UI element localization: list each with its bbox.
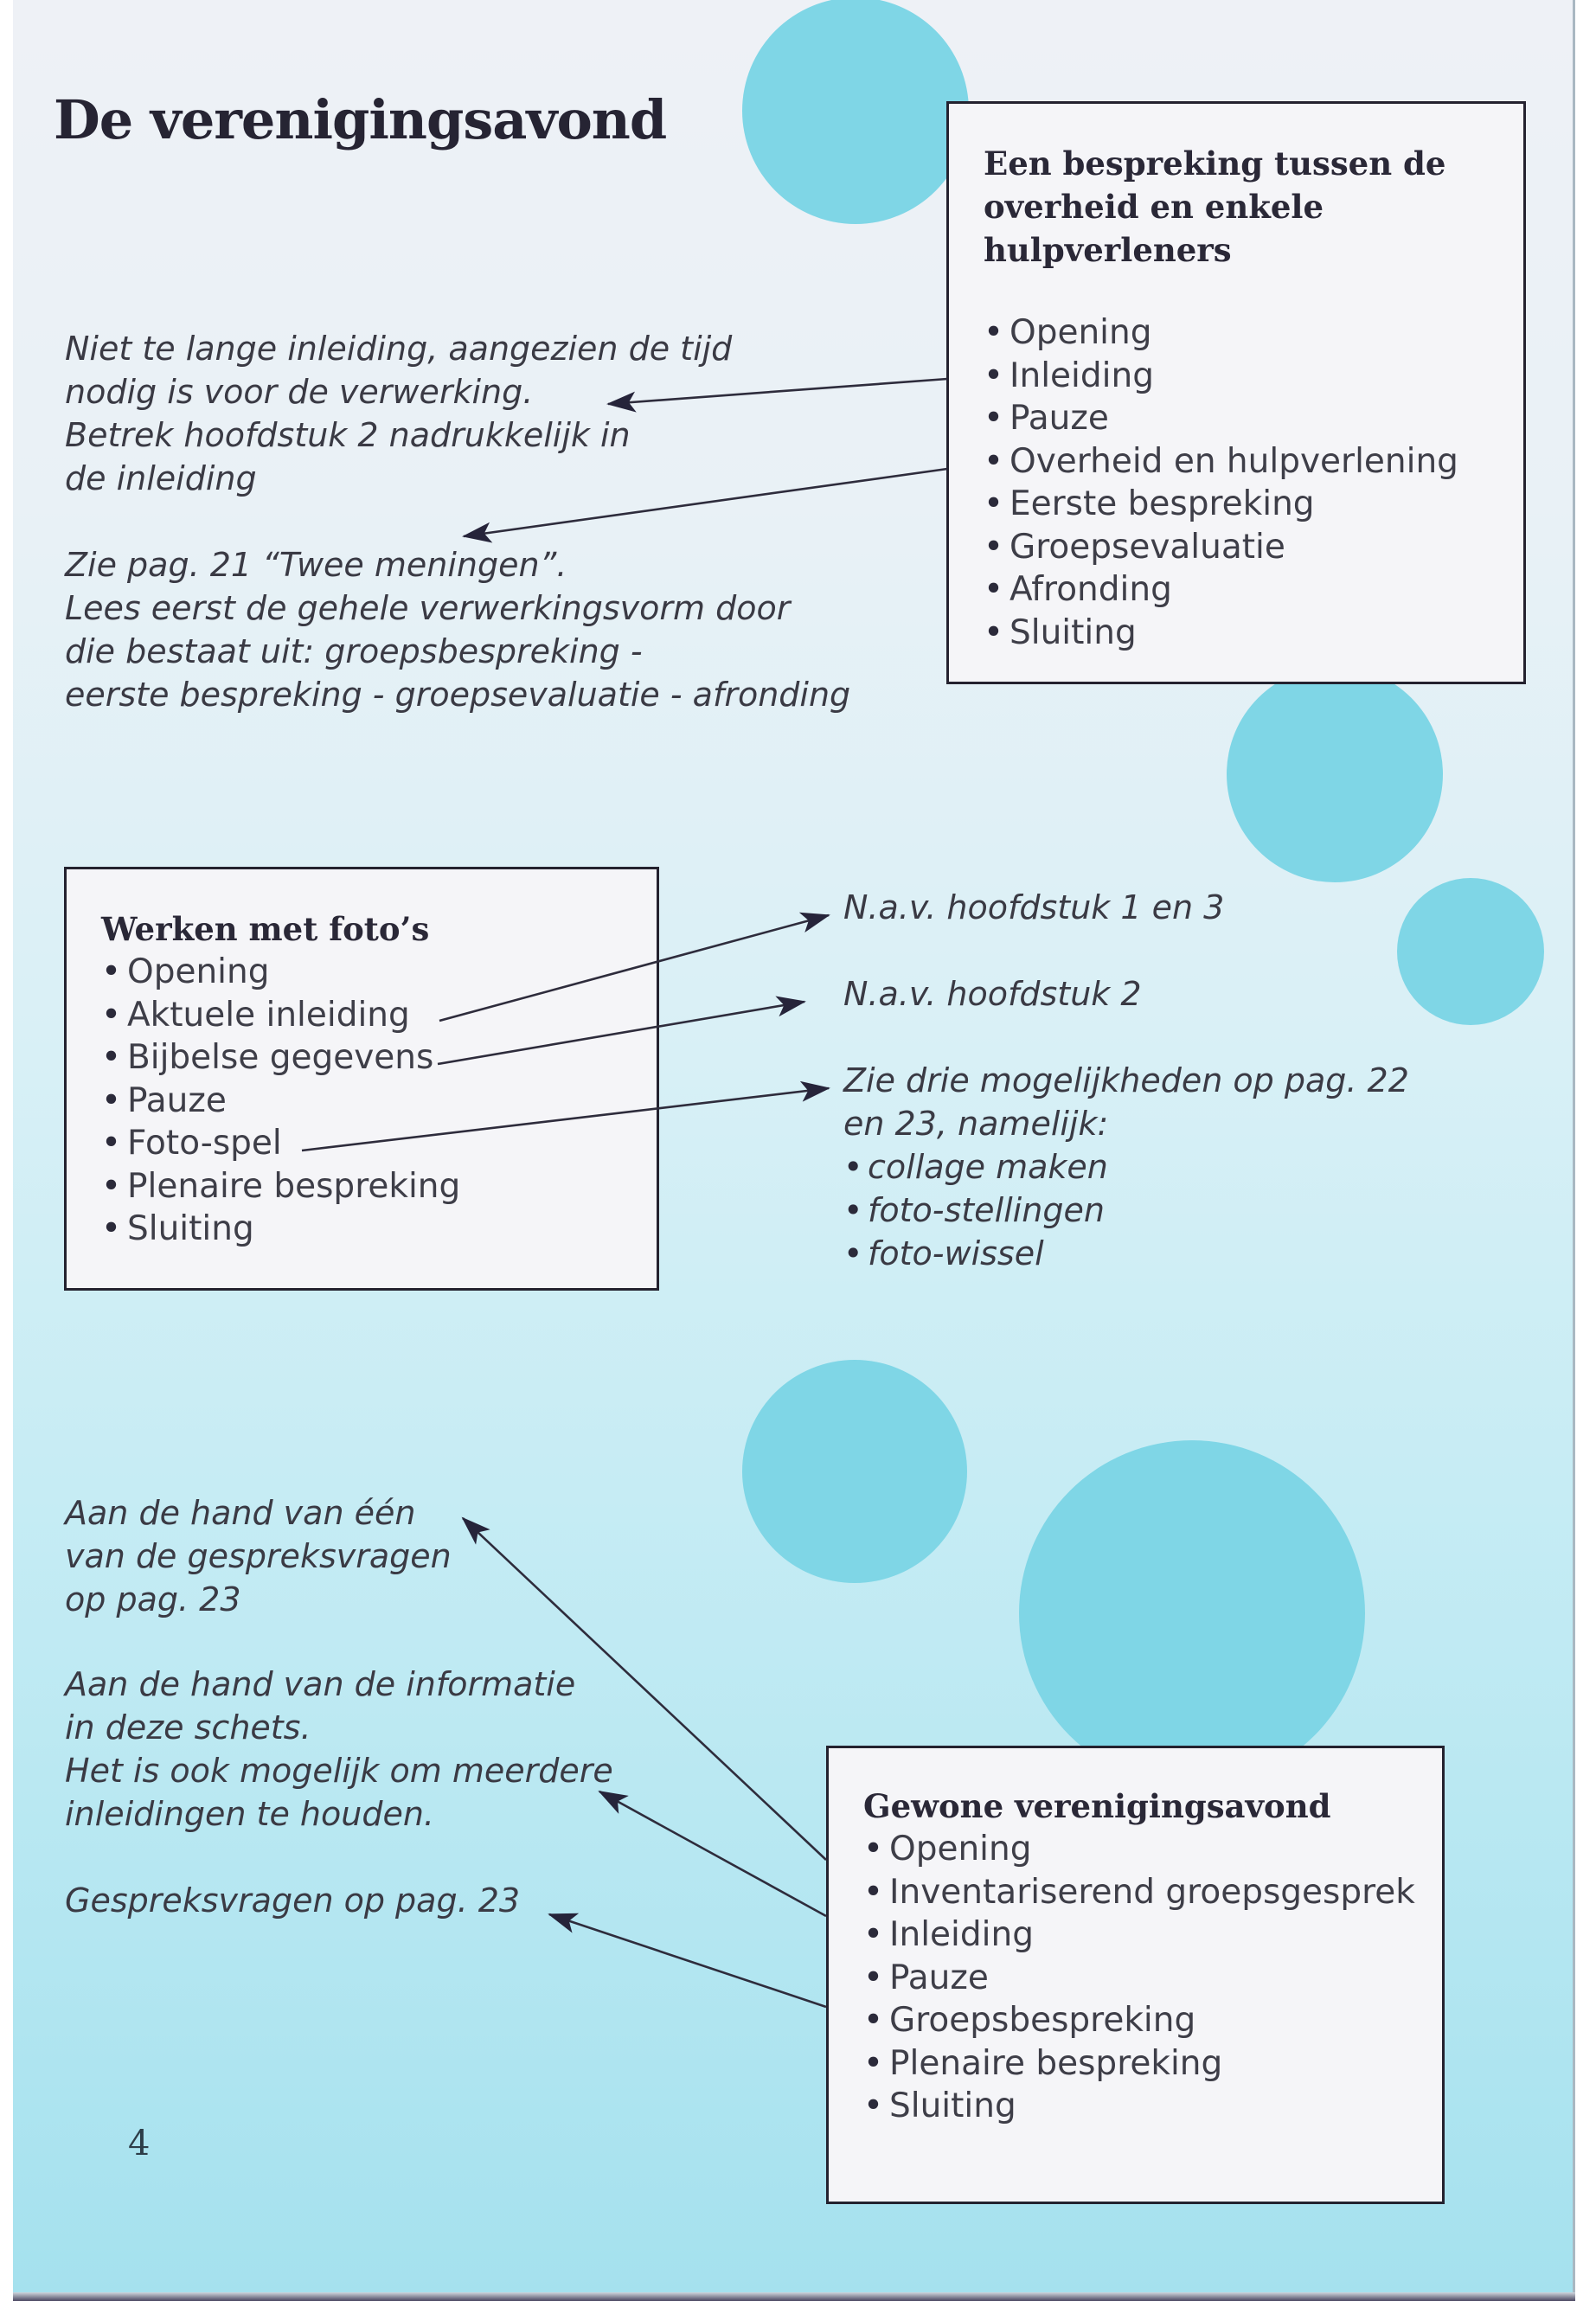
box-heading-line: overheid en enkele: [984, 188, 1324, 226]
list-item: [101, 1122, 657, 1165]
list-item: [863, 2085, 1442, 2128]
list-item-label: Groepsevaluatie: [1010, 527, 1285, 567]
bullet-icon: •: [863, 1872, 884, 1912]
bullet-icon: •: [984, 356, 1004, 395]
note-twee-meningen: [65, 543, 850, 716]
list-item: [984, 311, 1523, 355]
agenda-list: [101, 951, 657, 1251]
list-item-label: Sluiting: [1010, 612, 1137, 652]
list-item-label: Opening: [889, 1830, 1032, 1868]
note-line: Betrek hoofdstuk 2 nadrukkelijk in: [65, 416, 631, 454]
bullet-icon: •: [863, 2086, 884, 2125]
list-item-label: Plenaire bespreking: [889, 2043, 1223, 2083]
note-line: Niet te lange inleiding, aangezien de tijd: [65, 330, 733, 368]
list-item: [863, 1999, 1442, 2042]
note-bullet-item: [843, 1189, 1409, 1232]
list-item: [984, 440, 1523, 484]
note-bullet-label: foto-wissel: [868, 1234, 1044, 1272]
list-item-label: Opening: [1010, 313, 1152, 352]
note-drie-mogelijkheden: [843, 1059, 1409, 1275]
note-bullet-item: [843, 1232, 1409, 1275]
note-line: nodig is voor de verwerking.: [65, 373, 534, 411]
list-item: [863, 1913, 1442, 1957]
bullet-icon: •: [984, 527, 1004, 567]
list-item-label: Pauze: [127, 1080, 227, 1120]
list-item-label: Overheid en hulpverlening: [1010, 441, 1458, 481]
bullet-icon: •: [863, 1958, 884, 1997]
page-bottom-edge: [13, 2292, 1575, 2301]
note-line: in deze schets.: [65, 1708, 311, 1747]
bullet-icon: •: [101, 952, 122, 991]
list-item: [863, 2042, 1442, 2086]
decorative-circle-lower-right: [1019, 1440, 1365, 1786]
bullet-icon: •: [863, 1830, 884, 1868]
bullet-icon: •: [843, 1148, 863, 1186]
note-line: van de gespreksvragen: [65, 1537, 452, 1575]
bullet-icon: •: [984, 399, 1004, 438]
note-hoofdstuk-1-3: N.a.v. hoofdstuk 1 en 3: [843, 888, 1225, 926]
note-line: de inleiding: [65, 459, 257, 497]
list-item-label: Aktuele inleiding: [127, 995, 410, 1035]
note-bullet-item: [843, 1145, 1409, 1189]
list-item-label: Inleiding: [1010, 356, 1154, 395]
list-item-label: Sluiting: [889, 2086, 1016, 2125]
list-item: [101, 1080, 657, 1123]
note-bullet-label: foto-stellingen: [868, 1191, 1105, 1229]
list-item: [101, 1165, 657, 1208]
list-item: [101, 994, 657, 1037]
decorative-circle-lower-left: [742, 1360, 967, 1583]
list-item: [863, 1871, 1442, 1914]
bullet-icon: •: [863, 2043, 884, 2083]
list-item: [984, 397, 1523, 440]
note-line: Zie drie mogelijkheden op pag. 22: [843, 1061, 1409, 1099]
list-item-label: Eerste bespreking: [1010, 484, 1315, 523]
list-item: [101, 1036, 657, 1080]
note-line: Aan de hand van de informatie: [65, 1665, 576, 1703]
box-werken-met-fotos: [64, 867, 659, 1291]
list-item: [863, 1828, 1442, 1871]
box-heading: [984, 142, 1523, 272]
list-item-label: Groepsbespreking: [889, 2001, 1196, 2040]
note-gespreksvragen-een: [65, 1491, 452, 1621]
list-item: [984, 483, 1523, 526]
note-bullet-label: collage maken: [868, 1148, 1108, 1186]
box-heading: Werken met foto’s: [101, 910, 430, 948]
note-line: eerste bespreking - groepsevaluatie - afronding: [65, 676, 851, 714]
note-hoofdstuk-2: N.a.v. hoofdstuk 2: [843, 975, 1142, 1013]
note-line: inleidingen te houden.: [65, 1795, 434, 1833]
list-item: [984, 526, 1523, 569]
list-item-label: Sluiting: [127, 1209, 254, 1248]
decorative-circle-mid-right-small: [1397, 878, 1544, 1025]
bullet-icon: •: [101, 1166, 122, 1206]
page-number: 4: [128, 2124, 151, 2163]
note-line: en 23, namelijk:: [843, 1105, 1109, 1143]
box-gewone-verenigingsavond: [826, 1746, 1445, 2204]
note-line: die bestaat uit: groepsbespreking -: [65, 632, 643, 670]
decorative-circle-top: [742, 0, 969, 224]
list-item-label: Inventariserend groepsgesprek: [889, 1872, 1415, 1912]
list-item: [863, 1957, 1442, 2000]
list-item-label: Pauze: [1010, 399, 1109, 438]
note-line: Lees eerst de gehele verwerkingsvorm door: [65, 589, 791, 627]
list-item: [101, 1208, 657, 1251]
list-item: [984, 568, 1523, 612]
note-line: Zie pag. 21 “Twee meningen”.: [65, 546, 567, 584]
box-heading-line: Een bespreking tussen de: [984, 144, 1446, 183]
bullet-icon: •: [843, 1234, 863, 1272]
bullet-icon: •: [984, 570, 1004, 609]
box-heading: Gewone verenigingsavond: [863, 1787, 1331, 1825]
agenda-list: [984, 311, 1523, 654]
list-item-label: Inleiding: [889, 1915, 1034, 1954]
bullet-icon: •: [863, 1915, 884, 1954]
list-item-label: Bijbelse gegevens: [127, 1038, 434, 1077]
note-line: Het is ook mogelijk om meerdere: [65, 1752, 613, 1790]
list-item: [101, 951, 657, 994]
bullet-icon: •: [101, 1080, 122, 1120]
bullet-icon: •: [984, 441, 1004, 481]
bullet-icon: •: [101, 995, 122, 1035]
bullet-icon: •: [101, 1124, 122, 1163]
list-item-label: Opening: [127, 952, 270, 991]
bullet-icon: •: [984, 313, 1004, 352]
bullet-icon: •: [101, 1038, 122, 1077]
list-item-label: Afronding: [1010, 570, 1172, 609]
note-line: Aan de hand van één: [65, 1494, 416, 1532]
note-informatie-schets: [65, 1663, 613, 1836]
note-gespreksvragen: Gespreksvragen op pag. 23: [65, 1881, 521, 1920]
list-item: [984, 355, 1523, 398]
bullet-icon: •: [843, 1191, 863, 1229]
list-item-label: Foto-spel: [127, 1124, 282, 1163]
bullet-icon: •: [863, 2001, 884, 2040]
decorative-circle-mid-right-large: [1227, 666, 1443, 882]
bullet-icon: •: [984, 484, 1004, 523]
list-item-label: Plenaire bespreking: [127, 1166, 461, 1206]
note-line: op pag. 23: [65, 1580, 241, 1618]
bullet-icon: •: [101, 1209, 122, 1248]
note-intro-advice: [65, 327, 732, 500]
box-bespreking-overheid: [946, 101, 1526, 684]
bullet-icon: •: [984, 612, 1004, 652]
list-item: [984, 612, 1523, 655]
agenda-list: [863, 1828, 1442, 2128]
box-heading-line: hulpverleners: [984, 231, 1232, 269]
page-title: De verenigingsavond: [54, 88, 667, 151]
list-item-label: Pauze: [889, 1958, 989, 1997]
